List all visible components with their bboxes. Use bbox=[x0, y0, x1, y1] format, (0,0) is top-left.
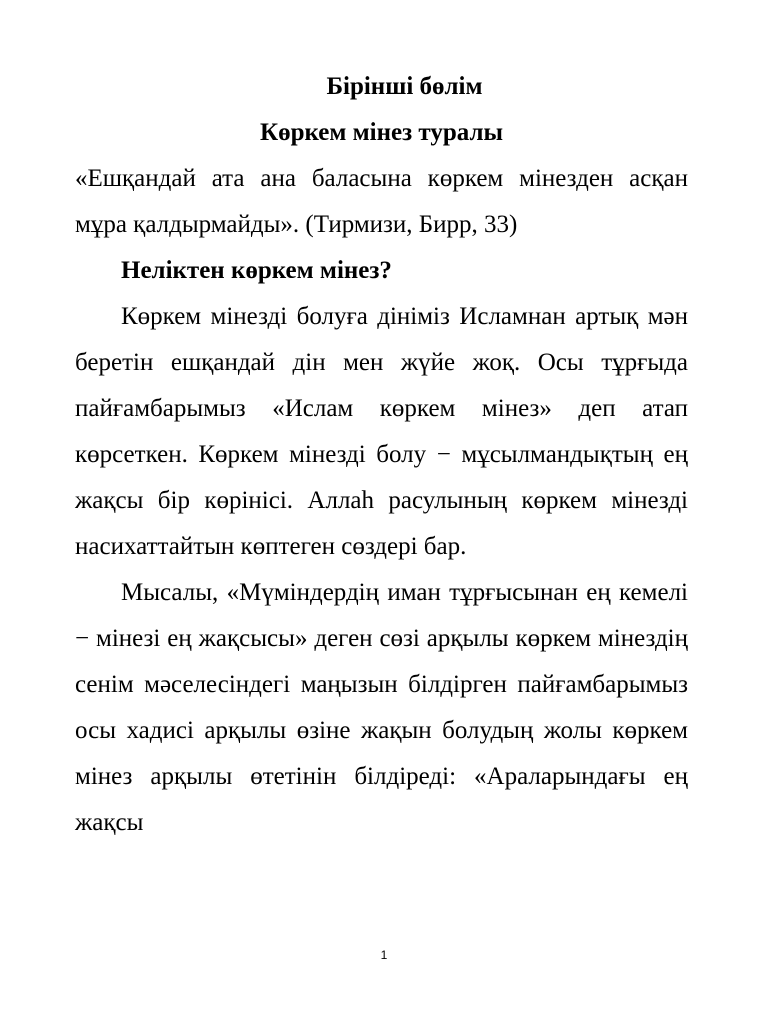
part-title: Бірінші бөлім bbox=[326, 73, 483, 100]
chapter-title: Көркем мінез туралы bbox=[259, 119, 504, 146]
page-number: 1 bbox=[380, 948, 388, 962]
document-page bbox=[75, 64, 688, 846]
body-paragraph-1: Көркем мінезді болуға дініміз Исламнан артық мән беретін ешқандай дін мен жүйе жоқ. Осы тұрғыда пайғамбарымыз «Ислам көркем мінез» деп атап көрсеткен. Көркем мінезді болу − мұсылмандықтың ең жақсы бір көрінісі. Аллаһ расулының көркем мінезді насихаттайтын көптеген сөздері бар. bbox=[75, 303, 688, 560]
body-paragraph-2: Мысалы, «Мүміндердің иман тұрғысынан ең кемелі − мінезі ең жақсысы» деген сөзі арқылы көркем мінездің сенім мәселесіндегі маңызын білдірген пайғамбарымыз осы хадисі арқылы өзіне жақын болудың жолы көркем мінез арқылы өтетінін білдіреді: «Араларындағы ең жақсы bbox=[75, 579, 688, 836]
section-title: Неліктен көркем мінез? bbox=[121, 257, 392, 284]
epigraph: «Ешқандай ата ана баласына көркем мінезден асқан мұра қалдырмайды». (Тирмизи, Бирр, 33) bbox=[75, 165, 688, 238]
